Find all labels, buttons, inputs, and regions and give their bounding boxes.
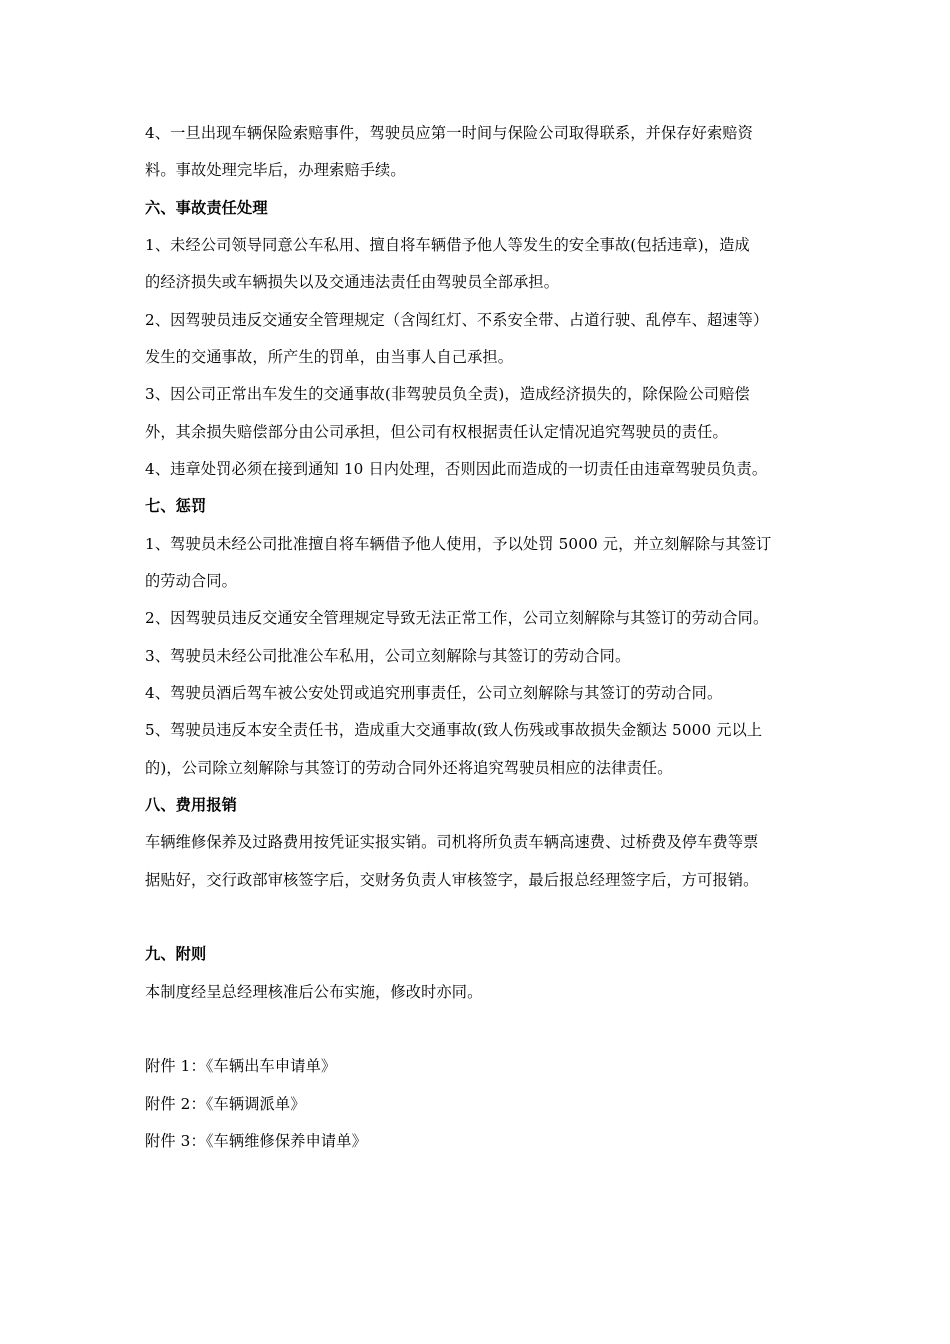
section-heading: 七、惩罚 (145, 497, 207, 515)
paragraph-line: 2、因驾驶员违反交通安全管理规定（含闯红灯、不系安全带、占道行驶、乱停车、超速等） (145, 311, 769, 329)
paragraph-line: 外，其余损失赔偿部分由公司承担，但公司有权根据责任认定情况追究驾驶员的责任。 (145, 423, 728, 441)
section-heading: 八、费用报销 (145, 796, 238, 814)
paragraph-line: 本制度经呈总经理核准后公布实施，修改时亦同。 (145, 983, 483, 1001)
paragraph-line: 据贴好，交行政部审核签字后，交财务负责人审核签字，最后报总经理签字后，方可报销。 (145, 871, 759, 889)
paragraph-line: 的经济损失或车辆损失以及交通违法责任由驾驶员全部承担。 (145, 273, 560, 291)
paragraph-line: 料。事故处理完毕后，办理索赔手续。 (145, 161, 406, 179)
paragraph-line: 3、驾驶员未经公司批准公车私用，公司立刻解除与其签订的劳动合同。 (145, 647, 631, 665)
paragraph-line: 4、一旦出现车辆保险索赔事件，驾驶员应第一时间与保险公司取得联系，并保存好索赔资 (145, 124, 753, 142)
section-heading: 六、事故责任处理 (145, 199, 268, 217)
paragraph-line: 的)，公司除立刻解除与其签订的劳动合同外还将追究驾驶员相应的法律责任。 (145, 759, 673, 777)
paragraph-line: 1、未经公司领导同意公车私用、擅自将车辆借予他人等发生的安全事故(包括违章)，造成 (145, 236, 750, 254)
paragraph-line: 4、违章处罚必须在接到通知 10 日内处理，否则因此而造成的一切责任由违章驾驶员负责。 (145, 460, 768, 478)
paragraph-line: 3、因公司正常出车发生的交通事故(非驾驶员负全责)，造成经济损失的，除保险公司赔偿 (145, 385, 750, 403)
section-heading: 九、附则 (145, 945, 207, 963)
paragraph-line: 车辆维修保养及过路费用按凭证实报实销。司机将所负责车辆高速费、过桥费及停车费等票 (145, 833, 759, 851)
paragraph-line: 5、驾驶员违反本安全责任书，造成重大交通事故(致人伤残或事故损失金额达 5000 元以上 (145, 721, 763, 739)
paragraph-line: 发生的交通事故，所产生的罚单，由当事人自己承担。 (145, 348, 514, 366)
paragraph-line: 的劳动合同。 (145, 572, 238, 590)
attachment-line: 附件 1：《车辆出车申请单》 (145, 1057, 337, 1075)
paragraph-line: 2、因驾驶员违反交通安全管理规定导致无法正常工作，公司立刻解除与其签订的劳动合同。 (145, 609, 769, 627)
attachment-line: 附件 2：《车辆调派单》 (145, 1095, 306, 1113)
attachment-line: 附件 3：《车辆维修保养申请单》 (145, 1132, 367, 1150)
paragraph-line: 4、驾驶员酒后驾车被公安处罚或追究刑事责任，公司立刻解除与其签订的劳动合同。 (145, 684, 723, 702)
paragraph-line: 1、驾驶员未经公司批准擅自将车辆借予他人使用，予以处罚 5000 元，并立刻解除与其签订 (145, 535, 772, 553)
